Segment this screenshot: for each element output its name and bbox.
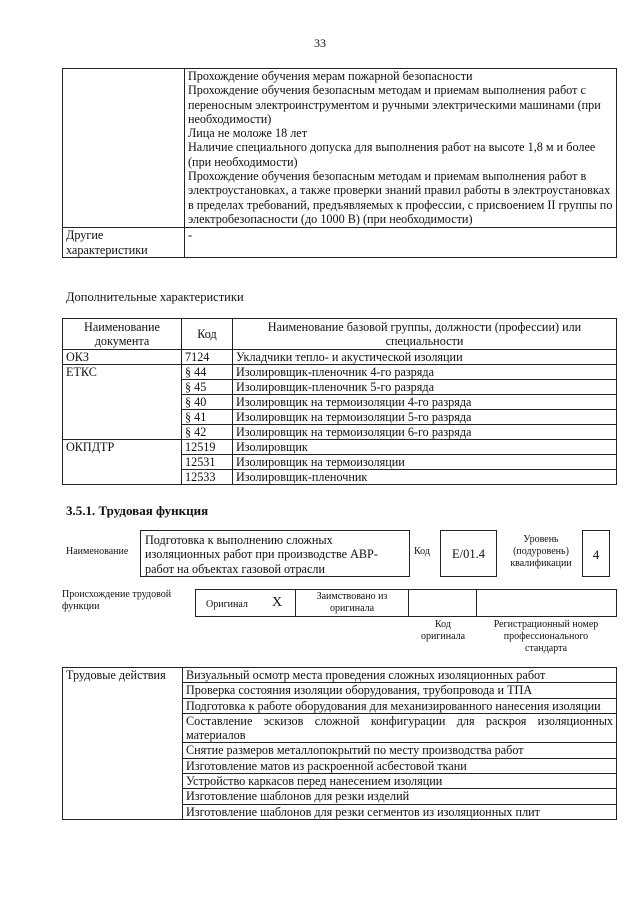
req-line: Лица не моложе 18 лет: [188, 126, 308, 141]
code-cell: 12519: [182, 440, 233, 455]
labor-action-item: Устройство каркасов перед нанесением изоляции: [183, 774, 617, 789]
code-box: [440, 530, 497, 577]
other-characteristics-value: -: [185, 228, 617, 258]
additional-table: [62, 318, 617, 485]
original-mark: X: [272, 595, 283, 610]
labor-action-item: Подготовка к работе оборудования для механизированного нанесения изоляции: [183, 698, 617, 713]
doc-cell: ОКЗ: [63, 350, 182, 365]
labor-action-item: Снятие размеров металлопокрытий по месту производства работ: [183, 743, 617, 758]
code-cell: 12533: [182, 470, 233, 485]
labor-action-item: Изготовление матов из раскроенной асбестовой ткани: [183, 758, 617, 773]
other-characteristics-label: Другие характеристики: [63, 228, 185, 258]
col-code-header: Код: [182, 319, 233, 350]
additional-heading: Дополнительные характеристики: [66, 290, 244, 304]
code-label: Код: [414, 546, 430, 557]
function-name-value: Подготовка к выполнению сложных изоляционных работ при производстве АВР-работ на объектах газовой отрасли: [145, 533, 378, 576]
req-line: Прохождение обучения безопасным методам и приемам выполнения работ с переносным электроинструментом и ручными электрическими машинами (при необходимости): [188, 83, 601, 126]
function-heading: 3.5.1. Трудовая функция: [66, 503, 209, 518]
function-name-box: [140, 530, 410, 577]
labor-action-item: Визуальный осмотр места проведения сложных изоляционных работ: [183, 668, 617, 683]
name-cell: Изолировщик: [233, 440, 617, 455]
reg-number-cell: [476, 589, 617, 617]
req-line: Наличие специального допуска для выполнения работ на высоте 1,8 м и более (при необходимости): [188, 140, 596, 169]
labor-actions-table: [62, 667, 617, 820]
page-number: 33: [314, 36, 326, 50]
labor-action-item: Изготовление шаблонов для резки изделий: [183, 789, 617, 804]
level-label: Уровень (подуровень) квалификации: [510, 534, 572, 569]
code-cell: § 41: [182, 410, 233, 425]
requirements-cell: [185, 69, 617, 228]
level-value: 4: [592, 547, 600, 562]
origin-label: Происхождение трудовой функции: [62, 589, 172, 612]
col-doc-header: Наименование документа: [63, 319, 182, 350]
name-cell: Изолировщик-пленочник 5-го разряда: [233, 380, 617, 395]
original-cell: [195, 589, 296, 617]
name-cell: Изолировщик-пленочник: [233, 470, 617, 485]
borrowed-label: Заимствовано из оригинала: [316, 591, 388, 614]
code-cell: § 40: [182, 395, 233, 410]
original-label: Оригинал: [206, 599, 248, 610]
code-value: E/01.4: [452, 547, 485, 561]
code-cell: § 42: [182, 425, 233, 440]
name-cell: Изолировщик на термоизоляции: [233, 455, 617, 470]
name-cell: Изолировщик на термоизоляции 4-го разряда: [233, 395, 617, 410]
level-box: [582, 530, 610, 577]
reg-number-caption: Регистрационный номер профессионального стандарта: [493, 619, 599, 654]
code-cell: § 44: [182, 365, 233, 380]
labor-action-item: Составление эскизов сложной конфигурации для раскроя изоляционных материалов: [183, 713, 617, 743]
code-cell: 12531: [182, 455, 233, 470]
original-code-caption: Код оригинала: [420, 619, 466, 642]
labor-action-item: Проверка состояния изоляции оборудования, трубопровода и ТПА: [183, 683, 617, 698]
col-name-header: Наименование базовой группы, должности (профессии) или специальности: [233, 319, 617, 350]
name-cell: Изолировщик на термоизоляции 6-го разряда: [233, 425, 617, 440]
original-code-cell: [408, 589, 477, 617]
name-cell: Изолировщик на термоизоляции 5-го разряда: [233, 410, 617, 425]
function-name-label: Наименование: [66, 546, 129, 557]
doc-cell: ОКПДТР: [63, 440, 182, 485]
doc-cell: ЕТКС: [63, 365, 182, 440]
borrowed-cell: [295, 589, 409, 617]
code-cell: 7124: [182, 350, 233, 365]
req-line: Прохождение обучения мерам пожарной безопасности: [188, 69, 473, 83]
labor-action-item: Изготовление шаблонов для резки сегментов из изоляционных плит: [183, 804, 617, 819]
req-line: Прохождение обучения безопасным методам и приемам выполнения работ в электроустановках, а также проверки знаний правил работы в электроустановках в пределах требований, предъявляемых к профессии, с присвоением II группы по электробезопасности (до 1000 В) (при необходимости): [188, 169, 613, 226]
name-cell: Укладчики тепло- и акустической изоляции: [233, 350, 617, 365]
labor-actions-label: Трудовые действия: [63, 668, 183, 820]
name-cell: Изолировщик-пленочник 4-го разряда: [233, 365, 617, 380]
code-cell: § 45: [182, 380, 233, 395]
requirements-table: [62, 68, 617, 258]
